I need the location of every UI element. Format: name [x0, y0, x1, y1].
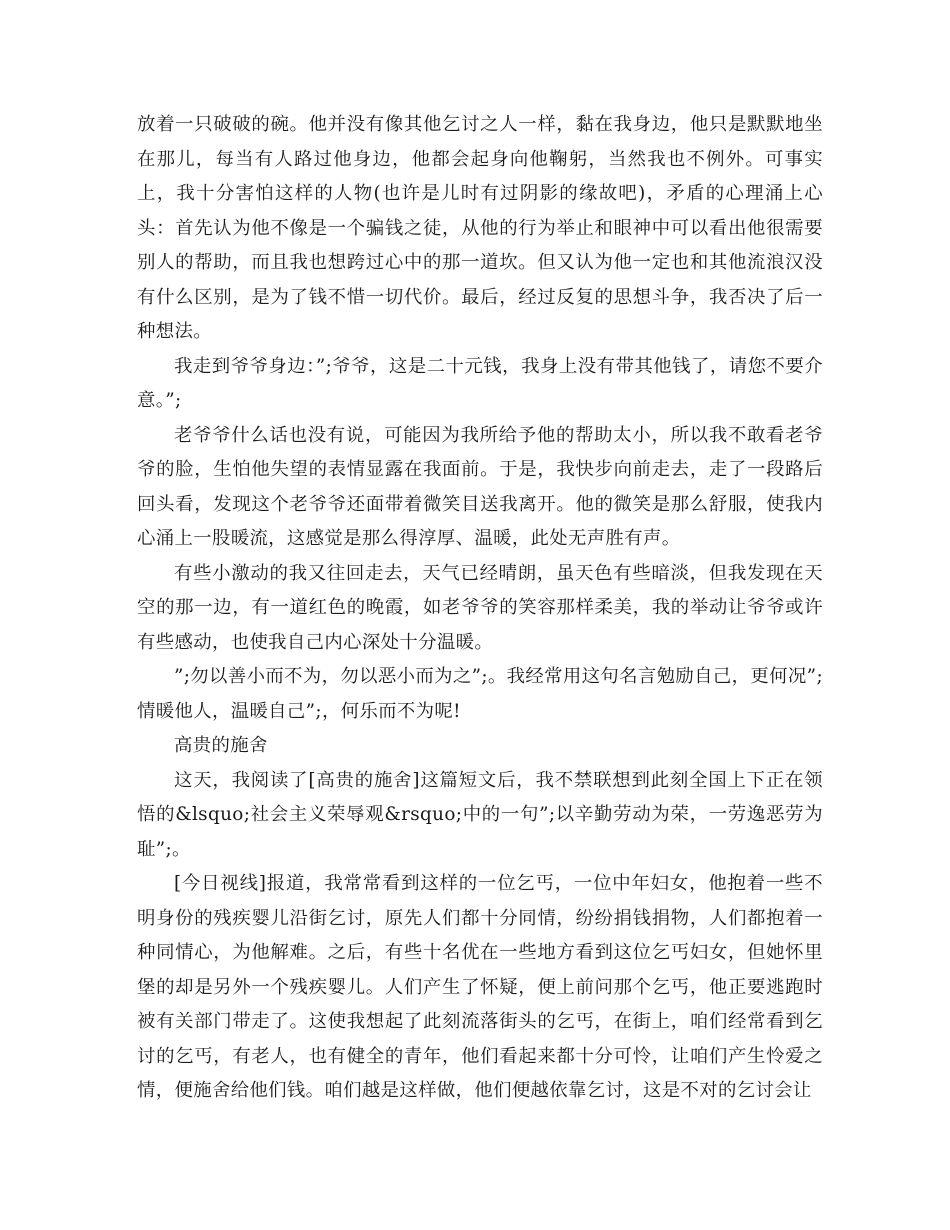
paragraph-7: [今日视线]报道，我常常看到这样的一位乞丐，一位中年妇女，他抱着一些不明身份的残疾婴儿沿街乞讨，原先人们都十分同情，纷纷捐钱捐物，人们都抱着一种同情心，为他解难。之后，有些十名优在一些地方看到这位乞丐妇女，但她怀里堡的却是另外一个残疾婴儿。人们产生了怀疑，便上前问那个乞丐，他正要逃跑时被有关部门带走了。这使我想起了此刻流落街头的乞丐，在街上，咱们经常看到乞讨的乞丐，有老人，也有健全的青年，他们看起来都十分可怜，让咱们产生怜爱之情，便施舍给他们钱。咱们越是这样做，他们便越依靠乞讨，这是不对的乞讨会让: [137, 873, 823, 1101]
document-body: [137, 108, 823, 1109]
paragraph-5: ”;勿以善小而不为，勿以恶小而为之”;。我经常用这句名言勉励自己，更何况”;情暖他人，温暖自己”;，何乐而不为呢!: [137, 666, 823, 722]
paragraph-2: 我走到爷爷身边：”;爷爷，这是二十元钱，我身上没有带其他钱了，请您不要介意。”;: [137, 355, 823, 411]
section-heading: 高贵的施舍: [174, 735, 268, 756]
paragraph-1: 放着一只破破的碗。他并没有像其他乞讨之人一样，黏在我身边，他只是默默地坐在那儿，每当有人路过他身边，他都会起身向他鞠躬，当然我也不例外。可事实上，我十分害怕这样的人物(也许是儿时有过阴影的缘故吧)，矛盾的心理涌上心头：首先认为他不像是一个骗钱之徒，从他的行为举止和眼神中可以看出他很需要别人的帮助，而且我也想跨过心中的那一道坎。但又认为他一定也和其他流浪汉没有什么区别，是为了钱不惜一切代价。最后，经过反复的思想斗争，我否决了后一种想法。: [137, 114, 823, 342]
paragraph-4: 有些小激动的我又往回走去，天气已经晴朗，虽天色有些暗淡，但我发现在天空的那一边，有一道红色的晚霞，如老爷爷的笑容那样柔美，我的举动让爷爷或许有些感动，也使我自己内心深处十分温暖。: [137, 562, 823, 653]
paragraph-6: 这天，我阅读了[高贵的施舍]这篇短文后，我不禁联想到此刻全国上下正在领悟的&lsquo;社会主义荣辱观&rsquo;中的一句”;以辛勤劳动为荣，一劳逸恶劳为耻”;。: [137, 769, 823, 860]
paragraph-3: 老爷爷什么话也没有说，可能因为我所给予他的帮助太小，所以我不敢看老爷爷的脸，生怕他失望的表情显露在我面前。于是，我快步向前走去，走了一段路后回头看，发现这个老爷爷还面带着微笑目送我离开。他的微笑是那么舒服，使我内心涌上一股暖流，这感觉是那么得淳厚、温暖，此处无声胜有声。: [137, 424, 823, 549]
